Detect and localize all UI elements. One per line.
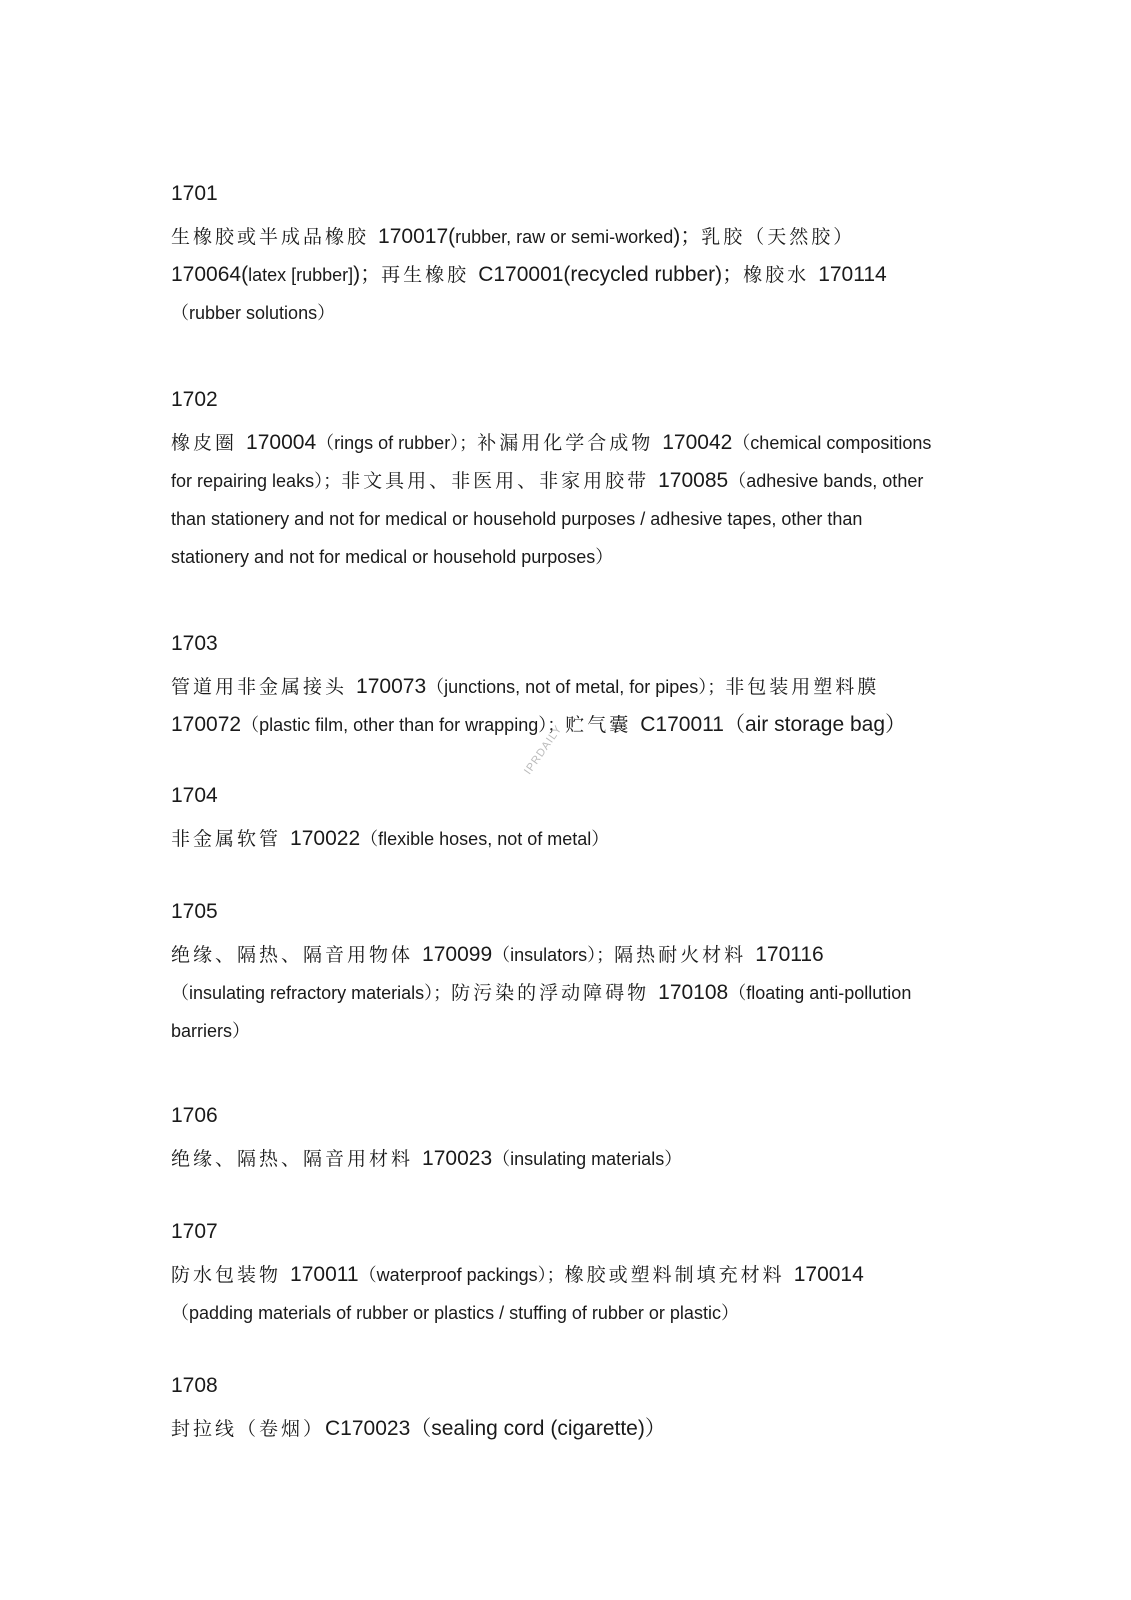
goods-text: 170073 — [356, 675, 427, 698]
goods-text: 非包装用塑料膜 — [725, 676, 880, 698]
goods-line — [171, 462, 971, 500]
goods-text: 170042 — [662, 431, 733, 454]
goods-text: 补漏用化学合成物 — [477, 432, 663, 454]
goods-text: 170085 — [658, 469, 729, 492]
goods-text: 非金属软管 — [171, 828, 291, 850]
goods-line — [171, 820, 971, 858]
goods-text: 170114 — [818, 263, 887, 286]
goods-text: 生橡胶或半成品橡胶 — [171, 226, 379, 248]
class-code: 1706 — [171, 1104, 218, 1127]
goods-line — [171, 500, 971, 538]
goods-text: 橡胶水 — [743, 264, 819, 286]
goods-line — [171, 1256, 971, 1294]
goods-line — [171, 974, 971, 1012]
class-code: 1704 — [171, 784, 218, 807]
goods-text: 170023 — [422, 1147, 493, 1170]
goods-line — [171, 294, 971, 332]
goods-text: （plastic film, other than for wrapping）； — [241, 715, 566, 735]
class-code: 1705 — [171, 900, 218, 923]
goods-text: （flexible hoses, not of metal） — [360, 829, 610, 849]
class-group-1701 — [171, 180, 971, 332]
class-code: 1707 — [171, 1220, 218, 1243]
goods-text: （chemical compositions — [732, 433, 932, 453]
class-group-1708 — [171, 1372, 971, 1448]
goods-line — [171, 936, 971, 974]
goods-text: 非文具用、非医用、非家用胶带 — [341, 470, 659, 492]
goods-text: stationery and not for medical or household purposes） — [171, 547, 614, 567]
goods-text: 170022 — [290, 827, 361, 850]
watermark: IPRDAILY — [522, 723, 565, 777]
goods-text: （insulating refractory materials）； — [171, 983, 452, 1003]
goods-line — [171, 424, 971, 462]
goods-line — [171, 1140, 971, 1178]
class-group-1704 — [171, 782, 971, 858]
goods-text: than stationery and not for medical or household purposes / adhesive tapes, other than — [171, 509, 863, 529]
goods-text: 170116 — [755, 943, 824, 966]
goods-text: 橡胶或塑料制填充材料 — [564, 1264, 794, 1286]
class-group-1705 — [171, 898, 971, 1050]
goods-text: （floating anti-pollution — [728, 983, 912, 1003]
goods-text: C170001(recycled rubber)； — [478, 263, 744, 286]
goods-text: latex [rubber] — [248, 265, 354, 285]
goods-text: 管道用非金属接头 — [171, 676, 357, 698]
goods-text: barriers） — [171, 1021, 251, 1041]
goods-text: 170004 — [246, 431, 317, 454]
goods-text: 170011 — [290, 1263, 359, 1286]
goods-line — [171, 668, 971, 706]
goods-text: 170014 — [793, 1263, 864, 1286]
goods-text: 170072 — [171, 713, 242, 736]
goods-text: （insulators）； — [492, 945, 615, 965]
goods-text: 防水包装物 — [171, 1264, 291, 1286]
class-code: 1702 — [171, 388, 218, 411]
goods-text: （waterproof packings）； — [358, 1265, 565, 1285]
class-group-1703 — [171, 630, 971, 744]
goods-text: rubber, raw or semi-worked — [455, 227, 674, 247]
goods-text: 绝缘、隔热、隔音用物体 — [171, 944, 423, 966]
goods-text: C170023（sealing cord (cigarette)） — [325, 1417, 666, 1440]
goods-text: （adhesive bands, other — [728, 471, 924, 491]
goods-text: )； — [353, 263, 382, 286]
goods-text: （insulating materials） — [492, 1149, 683, 1169]
goods-text: （rubber solutions） — [171, 303, 336, 323]
class-group-1707 — [171, 1218, 971, 1332]
goods-text: 170064( — [171, 263, 249, 286]
goods-text: C170011（air storage bag） — [640, 713, 907, 736]
goods-line — [171, 1294, 971, 1332]
class-list — [171, 180, 971, 1448]
goods-line — [171, 706, 971, 744]
goods-text: 绝缘、隔热、隔音用材料 — [171, 1148, 423, 1170]
class-group-1706 — [171, 1102, 971, 1178]
goods-text: )； — [673, 225, 702, 248]
goods-text: 贮气囊 — [565, 714, 641, 736]
class-group-1702 — [171, 386, 971, 576]
goods-text: 橡皮圈 — [171, 432, 247, 454]
goods-line — [171, 1410, 971, 1448]
goods-text: 乳胶（天然胶） — [701, 226, 856, 248]
class-code: 1708 — [171, 1374, 218, 1397]
class-code: 1703 — [171, 632, 218, 655]
goods-text: 防污染的浮动障碍物 — [451, 982, 659, 1004]
goods-text: 封拉线（卷烟） — [171, 1418, 326, 1440]
document-page — [171, 180, 971, 1448]
goods-text: 170108 — [658, 981, 729, 1004]
goods-text: （padding materials of rubber or plastics / stuffing of rubber or plastic） — [171, 1303, 739, 1323]
goods-line — [171, 256, 971, 294]
goods-text: 再生橡胶 — [381, 264, 479, 286]
goods-text: 隔热耐火材料 — [614, 944, 756, 966]
goods-text: （rings of rubber）； — [316, 433, 478, 453]
goods-line — [171, 1012, 971, 1050]
goods-text: for repairing leaks）； — [171, 471, 342, 491]
goods-text: （junctions, not of metal, for pipes）； — [426, 677, 726, 697]
class-code: 1701 — [171, 182, 218, 205]
goods-text: 170017( — [378, 225, 456, 248]
goods-line — [171, 218, 971, 256]
goods-text: 170099 — [422, 943, 493, 966]
goods-line — [171, 538, 971, 576]
